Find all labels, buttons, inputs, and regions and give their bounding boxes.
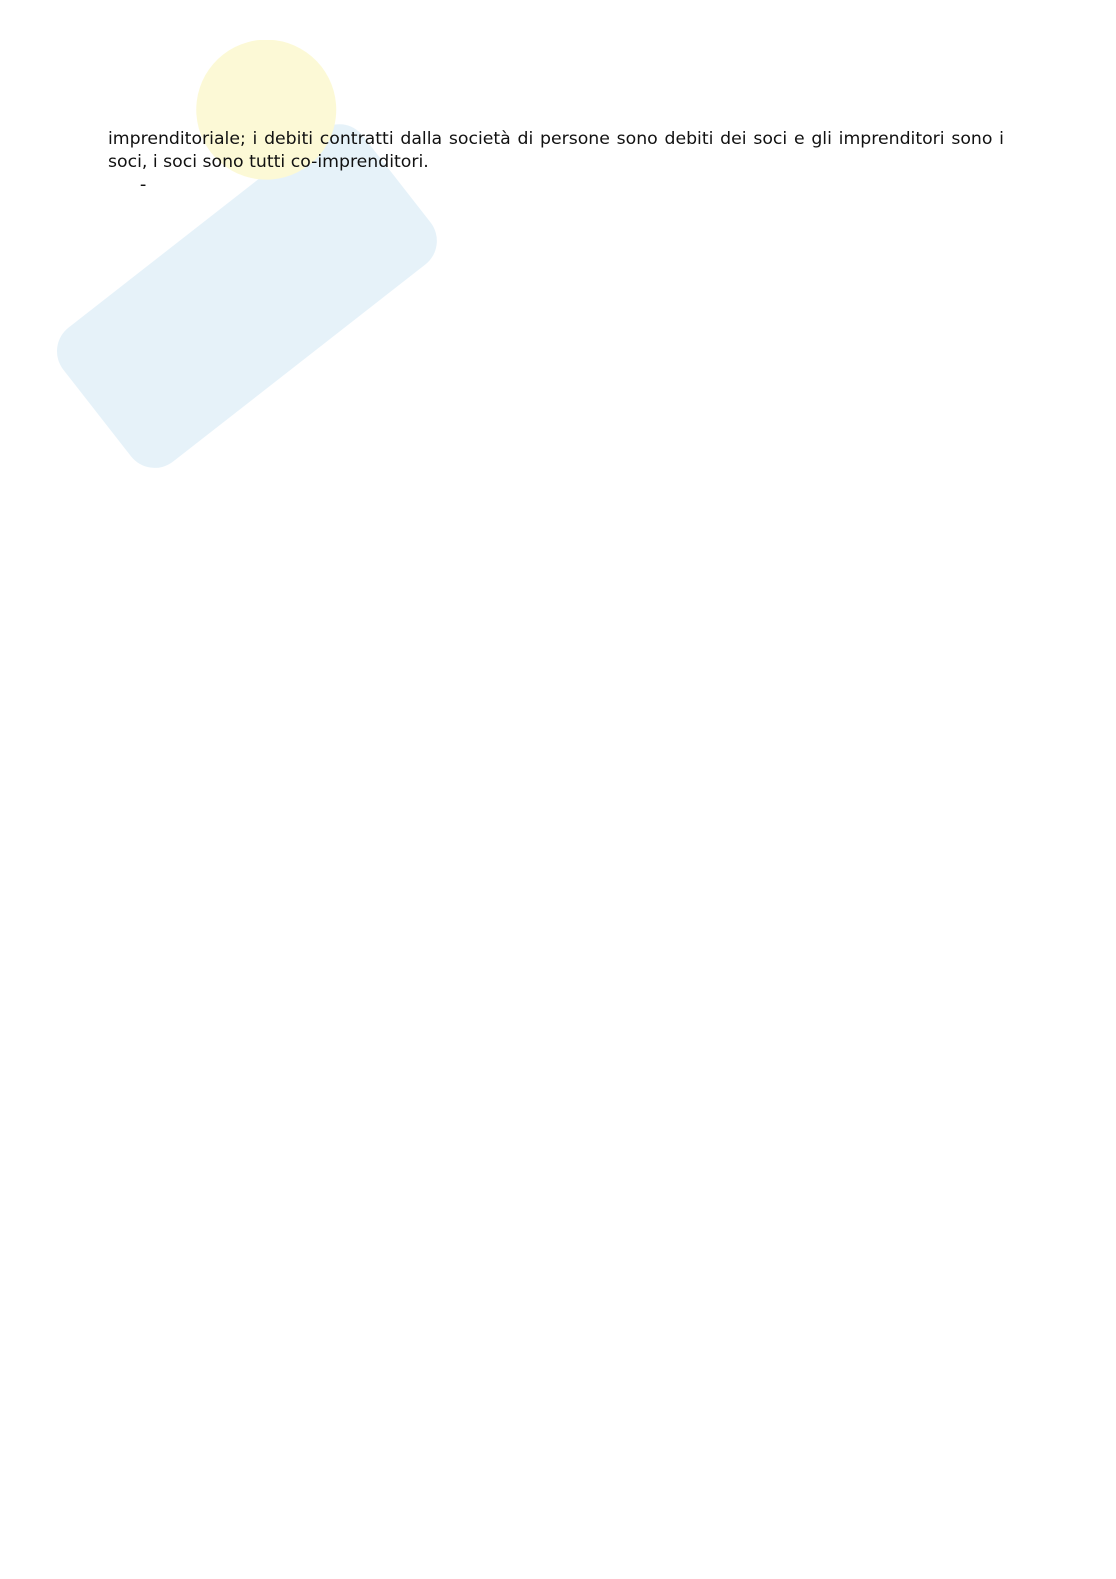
paragraph: imprenditoriale; i debiti contratti dalla società di persone sono debiti dei soci e gli imprenditori sono i soci, i soci sono tutti co-imprenditori. [108,129,1004,173]
document-body [108,128,1004,174]
watermark-logo [20,40,480,560]
